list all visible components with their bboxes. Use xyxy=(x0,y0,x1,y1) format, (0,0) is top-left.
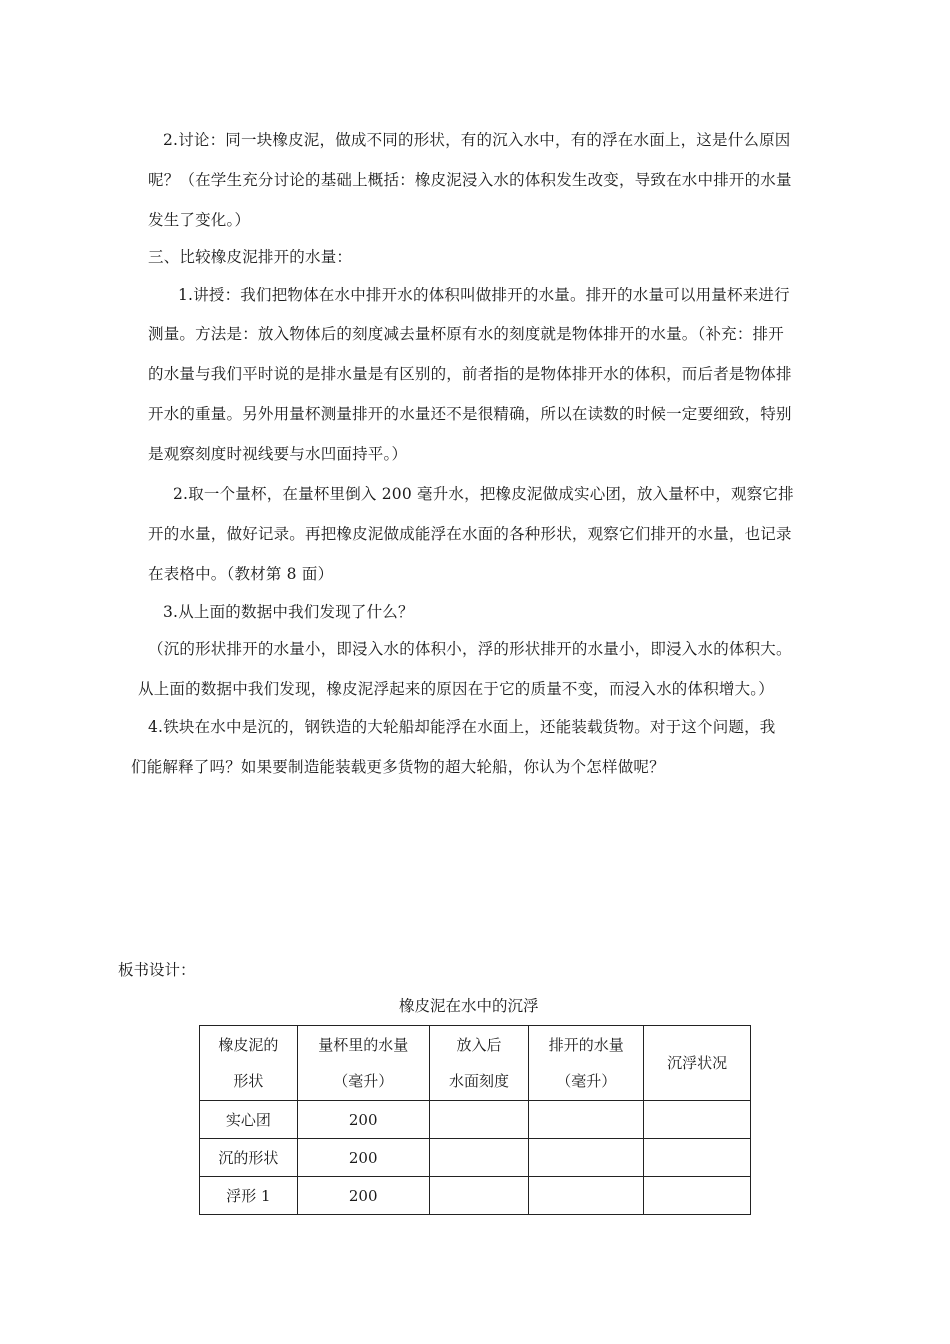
header-cell xyxy=(529,1026,644,1101)
table-row xyxy=(200,1101,751,1139)
level-cell xyxy=(429,1101,529,1139)
text-line: 们能解释了吗？如果要制造能装载更多货物的超大轮船，你认为个怎样做呢？ xyxy=(131,758,665,776)
header-line: 橡皮泥的 xyxy=(218,1036,279,1054)
displaced-cell xyxy=(529,1101,644,1139)
status-cell xyxy=(644,1139,751,1177)
section-heading: 三、比较橡皮泥排开的水量： xyxy=(148,248,353,266)
header-line: 放入后 xyxy=(456,1036,502,1054)
header-line: （毫升） xyxy=(333,1072,394,1090)
shape-cell: 实心团 xyxy=(200,1101,298,1139)
header-line: （毫升） xyxy=(556,1072,617,1090)
shape-cell: 浮形 1 xyxy=(200,1177,298,1215)
displaced-cell xyxy=(529,1177,644,1215)
header-cell xyxy=(429,1026,529,1101)
text-line: 发生了变化。） xyxy=(148,211,251,229)
board-label: 板书设计： xyxy=(118,961,196,979)
text-line: 的水量与我们平时说的是排水量是有区别的，前者指的是物体排开水的体积，而后者是物体排 xyxy=(148,365,792,383)
water-cell: 200 xyxy=(297,1139,429,1177)
status-cell xyxy=(644,1177,751,1215)
header-line: 沉浮状况 xyxy=(667,1054,728,1072)
table-header-row xyxy=(200,1026,751,1101)
water-cell: 200 xyxy=(297,1177,429,1215)
text-line: （沉的形状排开的水量小，即浸入水的体积小，浮的形状排开的水量小，即浸入水的体积大。 xyxy=(148,640,792,658)
text-line: 开的水量，做好记录。再把橡皮泥做成能浮在水面的各种形状，观察它们排开的水量，也记录 xyxy=(148,525,792,543)
text-line: 2.取一个量杯，在量杯里倒入 200 毫升水，把橡皮泥做成实心团，放入量杯中，观察它排 xyxy=(173,485,794,503)
text-line: 开水的重量。另外用量杯测量排开的水量还不是很精确，所以在读数的时候一定要细致，特别 xyxy=(148,405,792,423)
level-cell xyxy=(429,1139,529,1177)
text-line: 在表格中。（教材第 8 面） xyxy=(148,565,334,583)
text-line: 从上面的数据中我们发现，橡皮泥浮起来的原因在于它的质量不变，而浸入水的体积增大。） xyxy=(138,680,774,698)
header-line: 量杯里的水量 xyxy=(318,1036,409,1054)
displaced-cell xyxy=(529,1139,644,1177)
text-line: 呢？（在学生充分讨论的基础上概括：橡皮泥浸入水的体积发生改变，导致在水中排开的水量 xyxy=(148,171,792,189)
status-cell xyxy=(644,1101,751,1139)
header-cell xyxy=(200,1026,298,1101)
text-line: 1.讲授：我们把物体在水中排开水的体积叫做排开的水量。排开的水量可以用量杯来进行 xyxy=(178,286,790,304)
shape-cell: 沉的形状 xyxy=(200,1139,298,1177)
header-line: 水面刻度 xyxy=(448,1072,509,1090)
results-table xyxy=(199,1025,751,1215)
table-title: 橡皮泥在水中的沉浮 xyxy=(399,997,539,1015)
table-row xyxy=(200,1177,751,1215)
header-line: 排开的水量 xyxy=(548,1036,624,1054)
header-cell xyxy=(297,1026,429,1101)
text-line: 测量。方法是：放入物体后的刻度减去量杯原有水的刻度就是物体排开的水量。（补充：排开 xyxy=(148,325,784,343)
level-cell xyxy=(429,1177,529,1215)
text-line: 是观察刻度时视线要与水凹面持平。） xyxy=(148,445,408,463)
text-line: 4.铁块在水中是沉的，钢铁造的大轮船却能浮在水面上，还能装载货物。对于这个问题，我 xyxy=(148,718,776,736)
text-line: 3.从上面的数据中我们发现了什么？ xyxy=(163,603,414,621)
water-cell: 200 xyxy=(297,1101,429,1139)
header-cell xyxy=(644,1026,751,1101)
table-row xyxy=(200,1139,751,1177)
text-line: 2.讨论：同一块橡皮泥，做成不同的形状，有的沉入水中，有的浮在水面上，这是什么原因 xyxy=(163,131,791,149)
header-line: 形状 xyxy=(233,1072,264,1090)
